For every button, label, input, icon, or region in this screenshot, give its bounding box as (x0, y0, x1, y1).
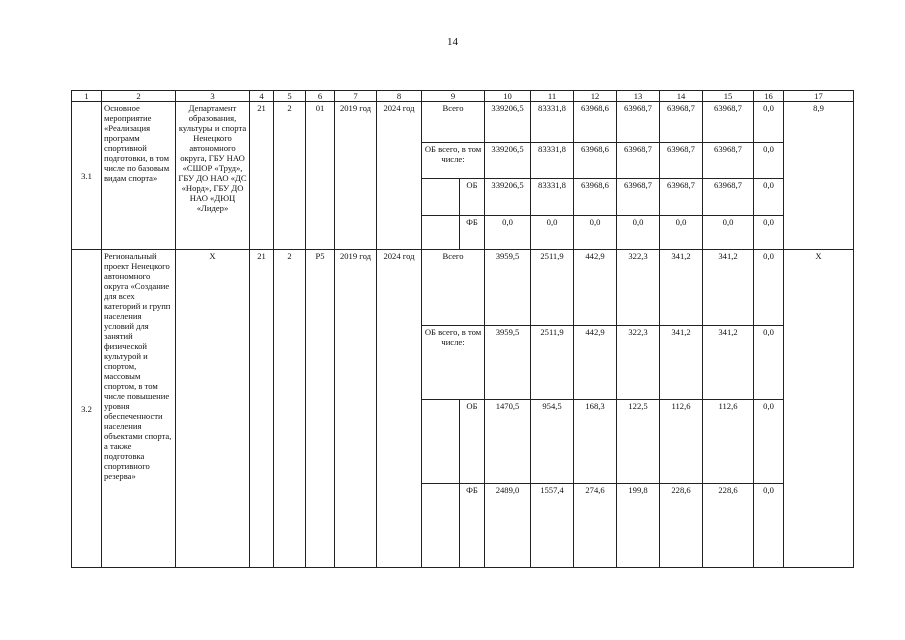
value-cell: 954,5 (531, 400, 574, 484)
value-cell: 83331,8 (531, 102, 574, 143)
header-row (72, 91, 854, 102)
value-cell: 3959,5 (485, 250, 531, 326)
value-cell: 199,8 (617, 484, 660, 568)
empty-cell (422, 216, 460, 250)
value-cell: 0,0 (754, 102, 784, 143)
value-cell: 83331,8 (531, 179, 574, 216)
table-row (72, 250, 854, 326)
value-cell: 63968,6 (574, 143, 617, 179)
header-cell: 2 (102, 91, 176, 102)
value-cell: 3959,5 (485, 326, 531, 400)
source-label: ОБ всего, в том числе: (422, 143, 485, 179)
table-row (72, 102, 854, 143)
value-cell: 0,0 (754, 250, 784, 326)
code-cell: 2 (274, 102, 306, 250)
header-cell: 14 (660, 91, 703, 102)
value-cell: 341,2 (703, 250, 754, 326)
value-cell: 0,0 (754, 484, 784, 568)
header-cell: 8 (377, 91, 422, 102)
row-number: 3.2 (72, 250, 102, 568)
source-label: Всего (422, 102, 485, 143)
value-cell: 0,0 (660, 216, 703, 250)
value-cell: 0,0 (754, 143, 784, 179)
value-cell: 63968,6 (574, 102, 617, 143)
header-cell: 11 (531, 91, 574, 102)
source-label: ФБ (460, 484, 485, 568)
value-cell: 122,5 (617, 400, 660, 484)
value-cell: 2489,0 (485, 484, 531, 568)
value-cell: 0,0 (754, 216, 784, 250)
value-cell: 274,6 (574, 484, 617, 568)
value-cell: 0,0 (574, 216, 617, 250)
empty-cell (422, 400, 460, 484)
source-label: ОБ всего, в том числе: (422, 326, 485, 400)
value-cell: 1470,5 (485, 400, 531, 484)
start-year: 2019 год (335, 250, 377, 568)
header-cell: 4 (250, 91, 274, 102)
header-cell: 6 (306, 91, 335, 102)
value-cell: 0,0 (754, 326, 784, 400)
value-cell: 341,2 (660, 250, 703, 326)
value-cell: 63968,7 (660, 143, 703, 179)
header-cell: 10 (485, 91, 531, 102)
value-cell: 0,0 (617, 216, 660, 250)
value-cell: 112,6 (660, 400, 703, 484)
code-cell: Р5 (306, 250, 335, 568)
header-cell: 1 (72, 91, 102, 102)
value-cell: 0,0 (531, 216, 574, 250)
budget-table (71, 90, 854, 568)
value-cell: 2511,9 (531, 250, 574, 326)
value-cell: 339206,5 (485, 102, 531, 143)
value-cell: 112,6 (703, 400, 754, 484)
empty-cell (422, 484, 460, 568)
source-label: ОБ (460, 400, 485, 484)
code-cell: 21 (250, 102, 274, 250)
value-cell: 63968,6 (574, 179, 617, 216)
page-number: 14 (447, 36, 458, 48)
header-cell: 16 (754, 91, 784, 102)
value-cell: 63968,7 (703, 102, 754, 143)
value-cell: 63968,7 (617, 179, 660, 216)
target-indicator: 8,9 (784, 102, 854, 250)
end-year: 2024 год (377, 250, 422, 568)
header-cell: 12 (574, 91, 617, 102)
value-cell: 341,2 (660, 326, 703, 400)
header-cell: 5 (274, 91, 306, 102)
measure-name: Региональный проект Ненецкого автономного округа «Создание для всех категорий и групп населения условий для занятий физической культурой и спортом, массовым спортом, в том числе повышение уровня обеспеченности населения объектами спорта, а также подготовка спортивного резерва» (102, 250, 176, 568)
value-cell: 0,0 (754, 179, 784, 216)
source-label: Всего (422, 250, 485, 326)
value-cell: 339206,5 (485, 179, 531, 216)
target-indicator: Х (784, 250, 854, 568)
end-year: 2024 год (377, 102, 422, 250)
value-cell: 83331,8 (531, 143, 574, 179)
executor: Х (176, 250, 250, 568)
header-cell: 15 (703, 91, 754, 102)
value-cell: 322,3 (617, 250, 660, 326)
value-cell: 168,3 (574, 400, 617, 484)
value-cell: 228,6 (660, 484, 703, 568)
header-cell: 9 (422, 91, 485, 102)
header-cell: 17 (784, 91, 854, 102)
value-cell: 322,3 (617, 326, 660, 400)
executor: Департамент образования, культуры и спорта Ненецкого автономного округа, ГБУ НАО «СШОР «Труд», ГБУ ДО НАО «ДС «Норд», ГБУ ДО НАО «ДЮЦ «Лидер» (176, 102, 250, 250)
source-label: ОБ (460, 179, 485, 216)
code-cell: 21 (250, 250, 274, 568)
code-cell: 01 (306, 102, 335, 250)
value-cell: 63968,7 (617, 143, 660, 179)
source-label: ФБ (460, 216, 485, 250)
header-cell: 7 (335, 91, 377, 102)
header-cell: 13 (617, 91, 660, 102)
start-year: 2019 год (335, 102, 377, 250)
value-cell: 63968,7 (660, 102, 703, 143)
measure-name: Основное мероприятие «Реализация программ спортивной подготовки, в том числе по базовым видам спорта» (102, 102, 176, 250)
value-cell: 228,6 (703, 484, 754, 568)
value-cell: 339206,5 (485, 143, 531, 179)
value-cell: 442,9 (574, 326, 617, 400)
empty-cell (422, 179, 460, 216)
value-cell: 63968,7 (703, 179, 754, 216)
value-cell: 341,2 (703, 326, 754, 400)
header-cell: 3 (176, 91, 250, 102)
code-cell: 2 (274, 250, 306, 568)
value-cell: 63968,7 (617, 102, 660, 143)
row-number: 3.1 (72, 102, 102, 250)
value-cell: 0,0 (703, 216, 754, 250)
value-cell: 2511,9 (531, 326, 574, 400)
value-cell: 442,9 (574, 250, 617, 326)
value-cell: 0,0 (485, 216, 531, 250)
value-cell: 63968,7 (703, 143, 754, 179)
value-cell: 1557,4 (531, 484, 574, 568)
value-cell: 63968,7 (660, 179, 703, 216)
value-cell: 0,0 (754, 400, 784, 484)
